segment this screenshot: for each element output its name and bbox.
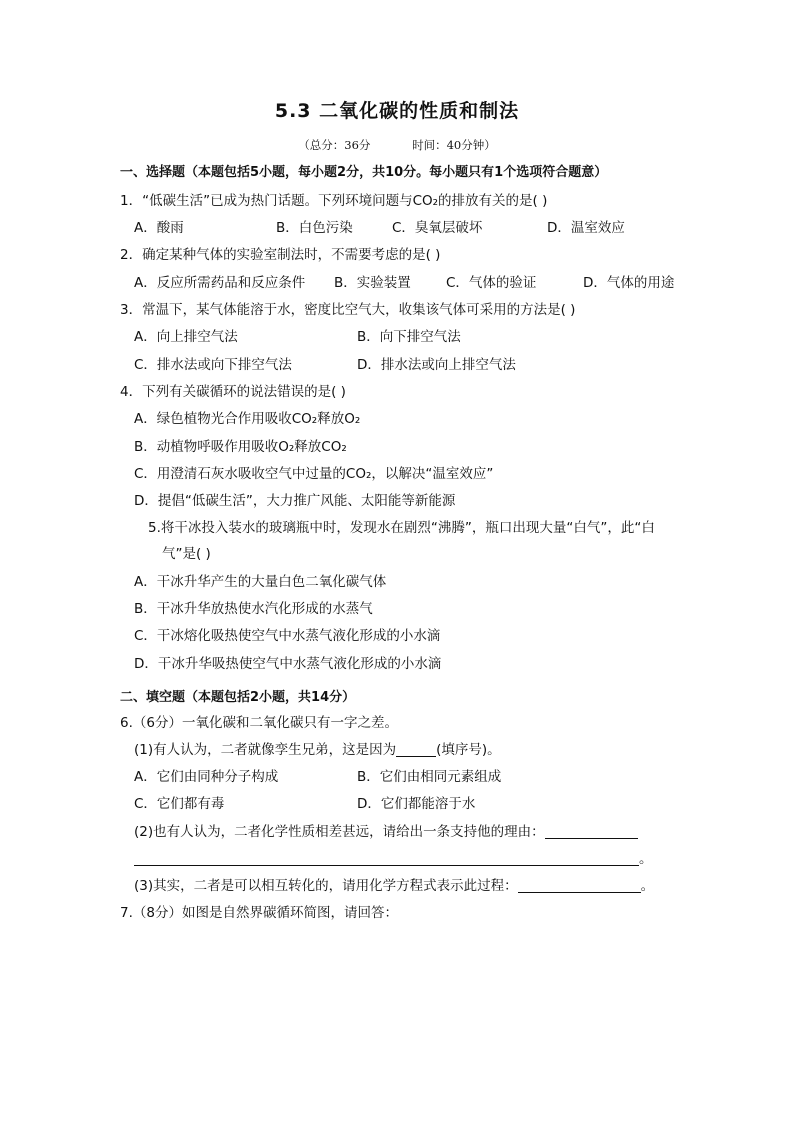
- page-title: 5.3 二氧化碳的性质和制法: [274, 100, 520, 122]
- q6-part1-text: (1)有人认为，二者就像孪生兄弟，这是因为: [134, 742, 397, 758]
- q6-part2: [134, 823, 638, 841]
- q1-option-d: D．温室效应: [547, 220, 625, 236]
- q6-part1-tail: (填序号)。: [436, 742, 501, 758]
- q2-option-b: B．实验装置: [334, 275, 411, 291]
- q6-part1-answer-blank[interactable]: [396, 742, 436, 757]
- q6-part3-answer-blank[interactable]: [518, 878, 641, 893]
- q5-stem-line2: 气”是( ): [162, 546, 211, 562]
- q3-option-c: C．排水法或向下排空气法: [134, 357, 292, 373]
- q1-option-c: C．臭氧层破坏: [392, 220, 483, 236]
- q4-option-b: B．动植物呼吸作用吸收O₂释放CO₂: [134, 439, 347, 455]
- section1-header: 一、选择题（本题包括5小题，每小题2分，共10分。每小题只有1个选项符合题意）: [120, 165, 608, 180]
- q6-option-c: C．它们都有毒: [134, 796, 225, 812]
- q5-option-b: B．干冰升华放热使水汽化形成的水蒸气: [134, 601, 373, 617]
- q3-stem: 3．常温下，某气体能溶于水，密度比空气大，收集该气体可采用的方法是( ): [120, 302, 576, 318]
- q1-option-b: B．白色污染: [276, 220, 353, 236]
- q1-option-a: A．酸雨: [134, 220, 184, 236]
- q4-option-c: C．用澄清石灰水吸收空气中过量的CO₂，以解决“温室效应”: [134, 466, 494, 482]
- q4-option-d: D．提倡“低碳生活”，大力推广风能、太阳能等新能源: [134, 493, 456, 509]
- q2-option-d: D．气体的用途: [583, 275, 675, 291]
- q6-part2-period: 。: [639, 851, 653, 867]
- q6-part3-period: 。: [640, 878, 655, 894]
- page-subtitle: [0, 137, 794, 153]
- time-limit: 时间：40分钟）: [412, 138, 496, 152]
- q4-stem: 4．下列有关碳循环的说法错误的是( ): [120, 384, 346, 400]
- q6-option-d: D．它们都能溶于水: [357, 796, 476, 812]
- q6-part2-continuation: [134, 850, 653, 868]
- q2-option-c: C．气体的验证: [446, 275, 537, 291]
- q6-part2-text: (2)也有人认为，二者化学性质相差甚远，请给出一条支持他的理由：: [134, 824, 545, 840]
- q6-option-b: B．它们由相同元素组成: [357, 769, 502, 785]
- q6-part2-answer-blank[interactable]: [545, 824, 638, 839]
- q3-option-b: B．向下排空气法: [357, 329, 461, 345]
- q6-part1: [134, 741, 501, 759]
- q4-option-a: A．绿色植物光合作用吸收CO₂释放O₂: [134, 411, 361, 427]
- q6-stem: 6.（6分）一氧化碳和二氧化碳只有一字之差。: [120, 715, 398, 731]
- q1-stem: 1．“低碳生活”已成为热门话题。下列环境问题与CO₂的排放有关的是( ): [120, 193, 548, 209]
- q7-stem: 7.（8分）如图是自然界碳循环简图，请回答：: [120, 905, 398, 921]
- q5-option-c: C．干冰熔化吸热使空气中水蒸气液化形成的小水滴: [134, 628, 441, 644]
- q6-part3-text: (3)其实，二者是可以相互转化的，请用化学方程式表示此过程：: [134, 878, 518, 894]
- total-score: （总分：36分: [298, 138, 371, 152]
- section2-header: 二、填空题（本题包括2小题，共14分）: [120, 690, 356, 705]
- q5-stem-line1: 5.将干冰投入装水的玻璃瓶中时，发现水在剧烈“沸腾”，瓶口出现大量“白气”，此“白: [148, 520, 655, 536]
- q2-stem: 2．确定某种气体的实验室制法时，不需要考虑的是( ): [120, 247, 441, 263]
- q6-part2-answer-line2[interactable]: [134, 851, 639, 866]
- q5-option-a: A．干冰升华产生的大量白色二氧化碳气体: [134, 574, 387, 590]
- q6-part3: [134, 877, 654, 895]
- q5-option-d: D．干冰升华吸热使空气中水蒸气液化形成的小水滴: [134, 656, 442, 672]
- q2-option-a: A．反应所需药品和反应条件: [134, 275, 306, 291]
- q6-option-a: A．它们由同种分子构成: [134, 769, 279, 785]
- q3-option-d: D．排水法或向上排空气法: [357, 357, 516, 373]
- q3-option-a: A．向上排空气法: [134, 329, 238, 345]
